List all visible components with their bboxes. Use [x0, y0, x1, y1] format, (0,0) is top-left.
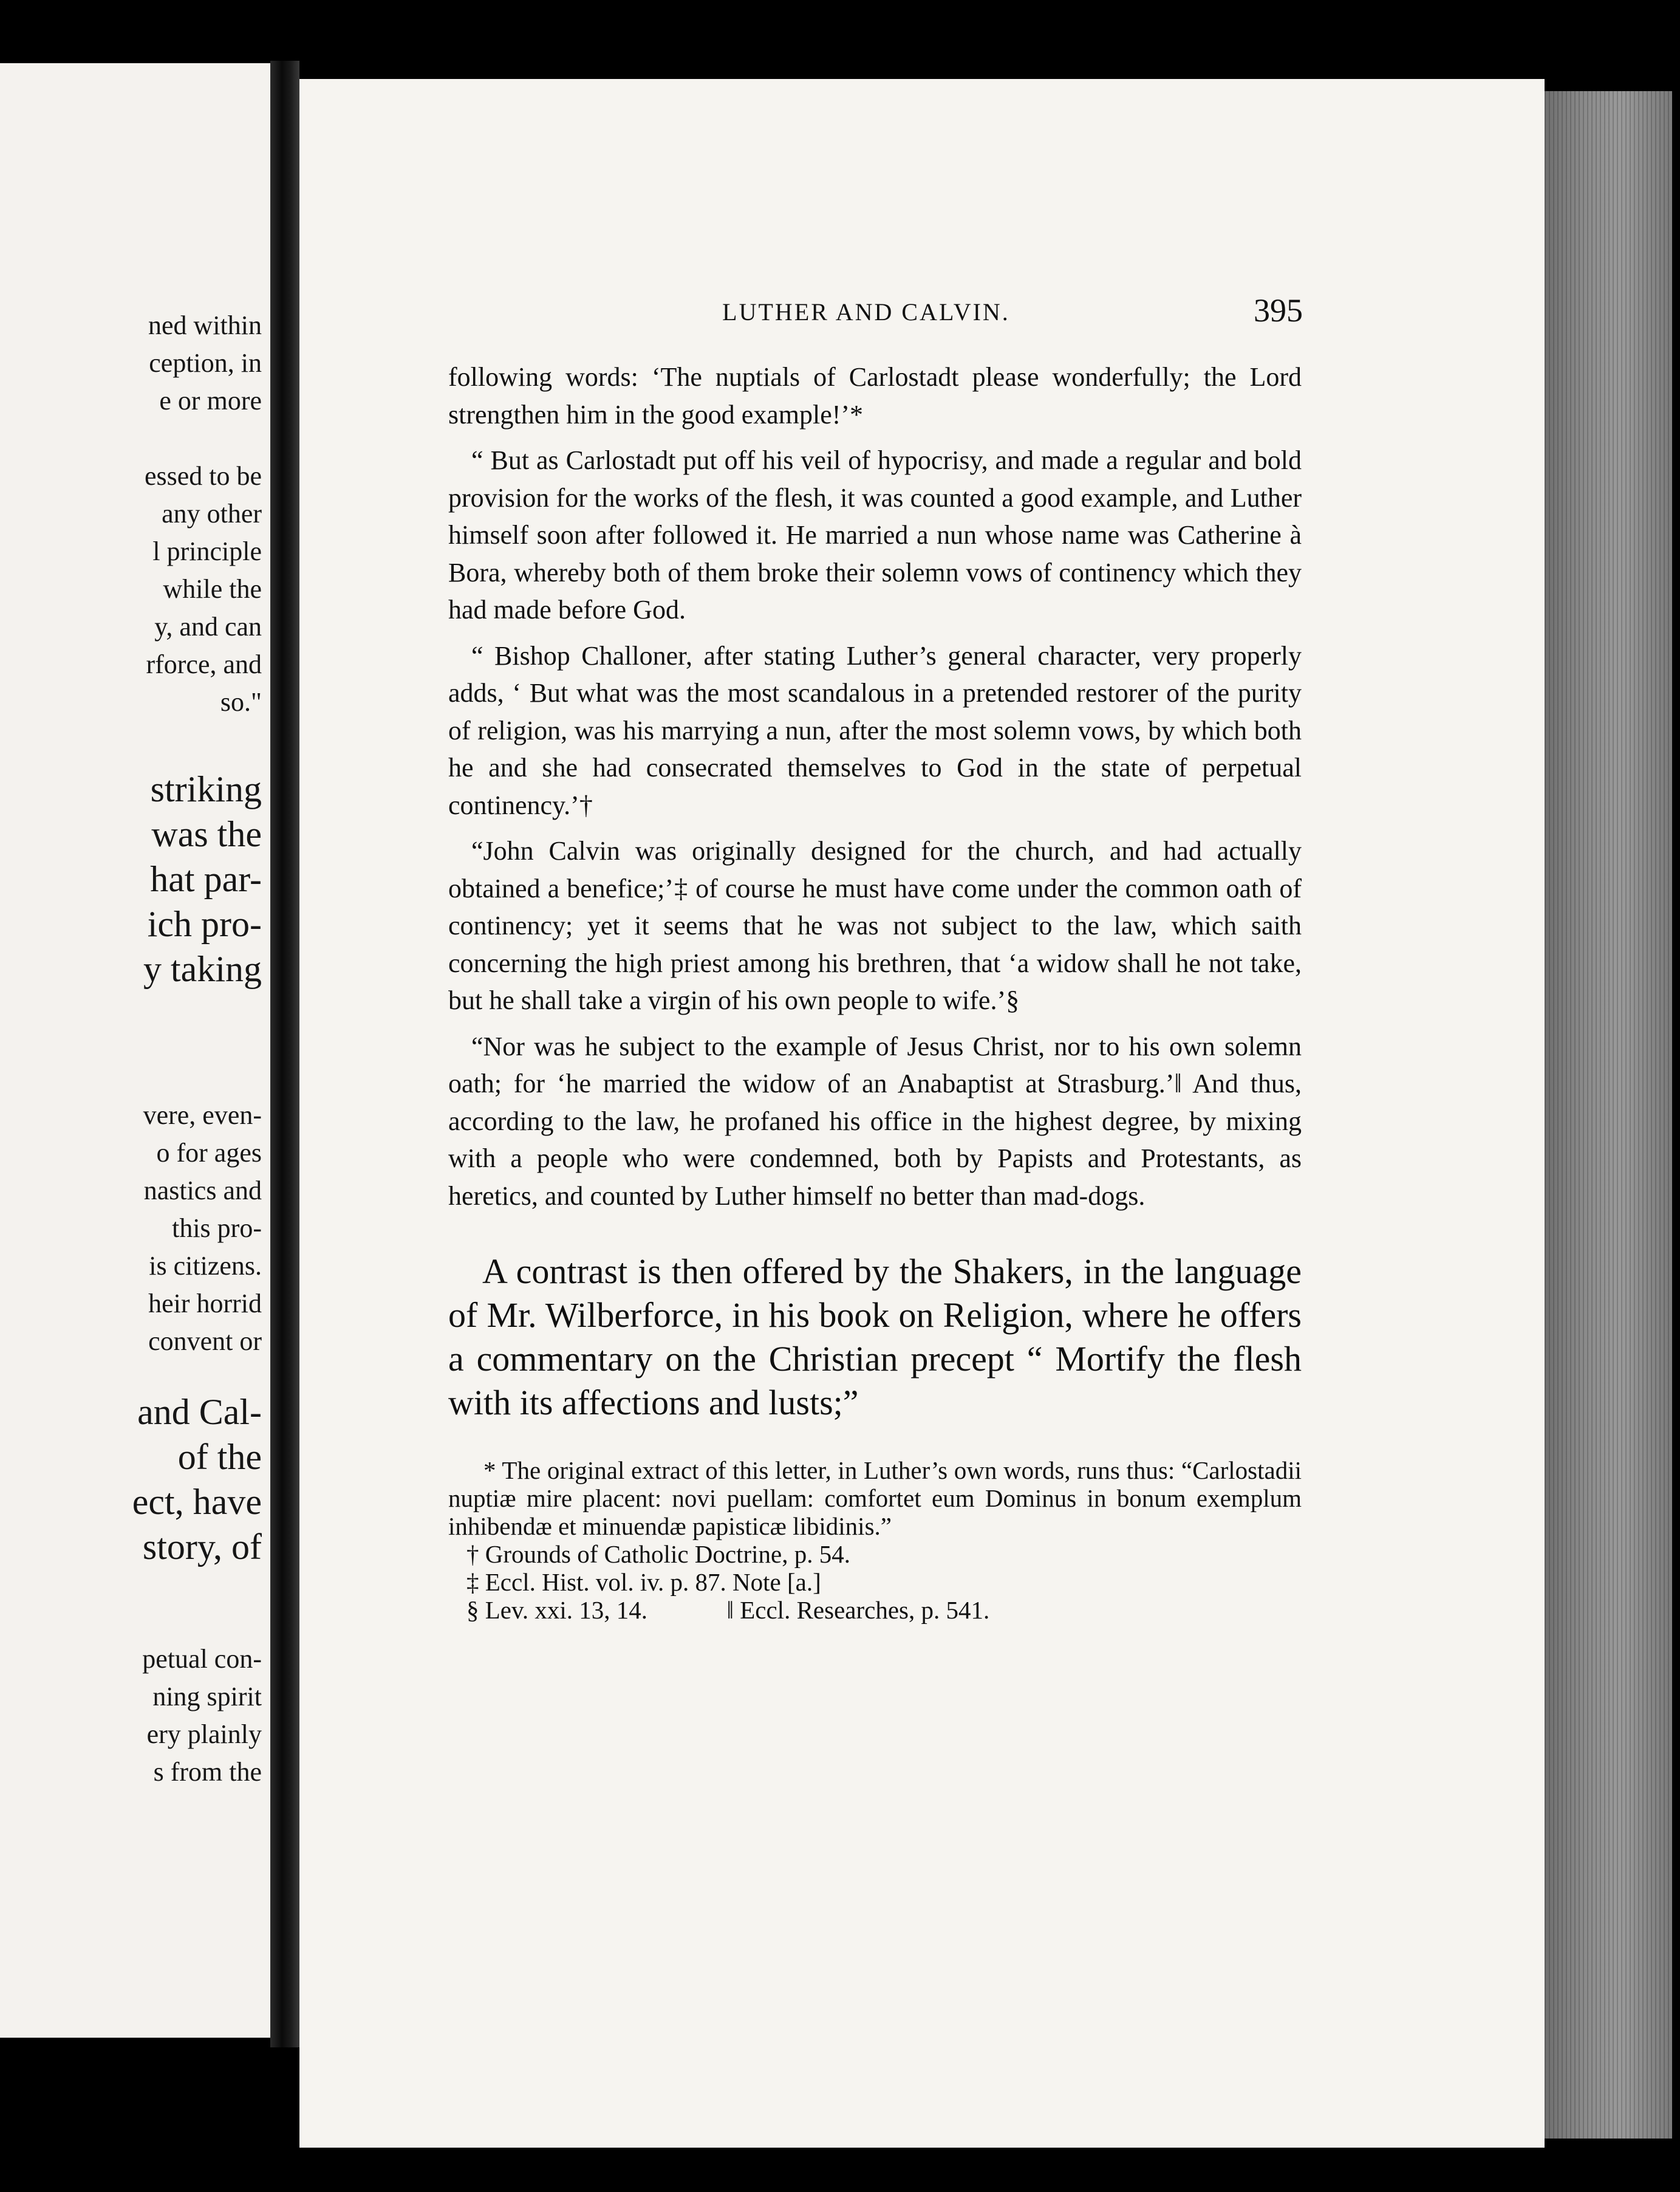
- left-page-line: story, of: [142, 1527, 262, 1567]
- footnote-dagger: † Grounds of Catholic Doctrine, p. 54.: [466, 1540, 850, 1568]
- left-page-line: was the: [151, 814, 262, 854]
- quoted-paragraph: “ Bishop Challoner, after stating Luther’s general character, very properly adds, ‘ But what was the most scandalous in a pretended restorer of the purity of religion, was his marrying a nun, after the most solemn vows, by which both he and she had consecrated themselves to God in the state of perpetual continency.’†: [448, 640, 1302, 820]
- left-page-line: rforce, and: [146, 649, 262, 679]
- left-page-line: ich pro-: [147, 904, 262, 944]
- left-page-line: ception, in: [149, 348, 262, 378]
- left-page-line: heir horrid: [148, 1289, 262, 1318]
- left-page-line: and Cal-: [137, 1392, 262, 1432]
- quoted-paragraph: “Nor was he subject to the example of Jesus Christ, nor to his own solemn oath; for ‘he married the widow of an Anabaptist at Strasburg.’‖ And thus, according to the law, he profaned his office in the highest degree, by mixing with a people who were condemned, both by Papists and Protestants, as heretics, and counted by Luther himself no better than mad-dogs.: [448, 1031, 1302, 1211]
- left-page-line: vere, even-: [143, 1100, 262, 1130]
- footnote-section: § Lev. xxi. 13, 14.: [466, 1596, 647, 1624]
- left-page-line: ned within: [148, 310, 262, 340]
- left-page-line: this pro-: [172, 1213, 262, 1243]
- footnote-double-dagger: ‡ Eccl. Hist. vol. iv. p. 87. Note [a.]: [466, 1568, 821, 1596]
- main-paragraph: A contrast is then offered by the Shakers, in the language of Mr. Wilberforce, in his book on Religion, where he offers a commentary on the Christian precept “ Mortify the flesh with its affections and lusts;”: [448, 1252, 1302, 1422]
- running-head: LUTHER AND CALVIN.: [722, 298, 1010, 326]
- page-body: [448, 358, 1302, 1624]
- footnote-row: [448, 1596, 1302, 1624]
- left-page-line: any other: [162, 499, 262, 529]
- left-page-line: e or more: [159, 386, 262, 416]
- left-page-line: y, and can: [154, 612, 262, 642]
- left-page-line: nastics and: [143, 1176, 262, 1205]
- book-gutter: [270, 61, 299, 2047]
- left-page-line: ery plainly: [146, 1719, 262, 1749]
- quoted-paragraph: “John Calvin was originally designed for the church, and had actually obtained a benefice;’‡ of course he must have come under the common oath of continency; yet it seems that he was not subject to the law, which saith concerning the high priest among his brethren, that ‘a widow shall he not take, but he shall take a virgin of his own people to wife.’§: [448, 836, 1302, 1015]
- left-page-line: ect, have: [132, 1482, 262, 1522]
- left-page-line: o for ages: [156, 1138, 262, 1168]
- quoted-paragraph: following words: ‘The nuptials of Carlostadt please wonderfully; the Lord strengthen him in the good example!’*: [448, 362, 1302, 430]
- left-facing-page: [0, 63, 270, 2038]
- quoted-paragraph: “ But as Carlostadt put off his veil of hypocrisy, and made a regular and bold provision for the works of the flesh, it was counted a good example, and Luther himself soon after followed it. He married a nun whose name was Catherine à Bora, whereby both of them broke their solemn vows of continency which they had made before God.: [448, 445, 1302, 625]
- left-page-line: striking: [150, 769, 262, 809]
- left-page-line: is citizens.: [149, 1251, 262, 1281]
- left-page-line: s from the: [153, 1757, 262, 1787]
- left-page-line: hat par-: [150, 859, 262, 899]
- left-page-line: y taking: [143, 949, 262, 989]
- left-page-line: essed to be: [144, 461, 262, 491]
- left-page-line: petual con-: [142, 1644, 262, 1674]
- footnotes: [448, 1456, 1302, 1624]
- footnote-star: * The original extract of this letter, in Luther’s own words, runs thus: “Carlostadii nuptiæ mire placent: novi puellam: comfortet eum Dominus in bonum exemplum inhibendæ et minuendæ papisticæ libidinis.”: [448, 1456, 1302, 1540]
- left-page-line: l principle: [152, 536, 262, 566]
- left-page-line: while the: [163, 574, 262, 604]
- page-header: [429, 292, 1303, 340]
- left-page-line: convent or: [148, 1326, 262, 1356]
- footnote-parallel: ‖ Eccl. Researches, p. 541.: [726, 1596, 990, 1624]
- page-number: 395: [1254, 292, 1303, 329]
- page-edge: [1545, 91, 1672, 2139]
- left-page-line: ning spirit: [152, 1682, 262, 1711]
- left-page-line: of the: [177, 1437, 262, 1477]
- left-page-line: so.": [220, 687, 262, 717]
